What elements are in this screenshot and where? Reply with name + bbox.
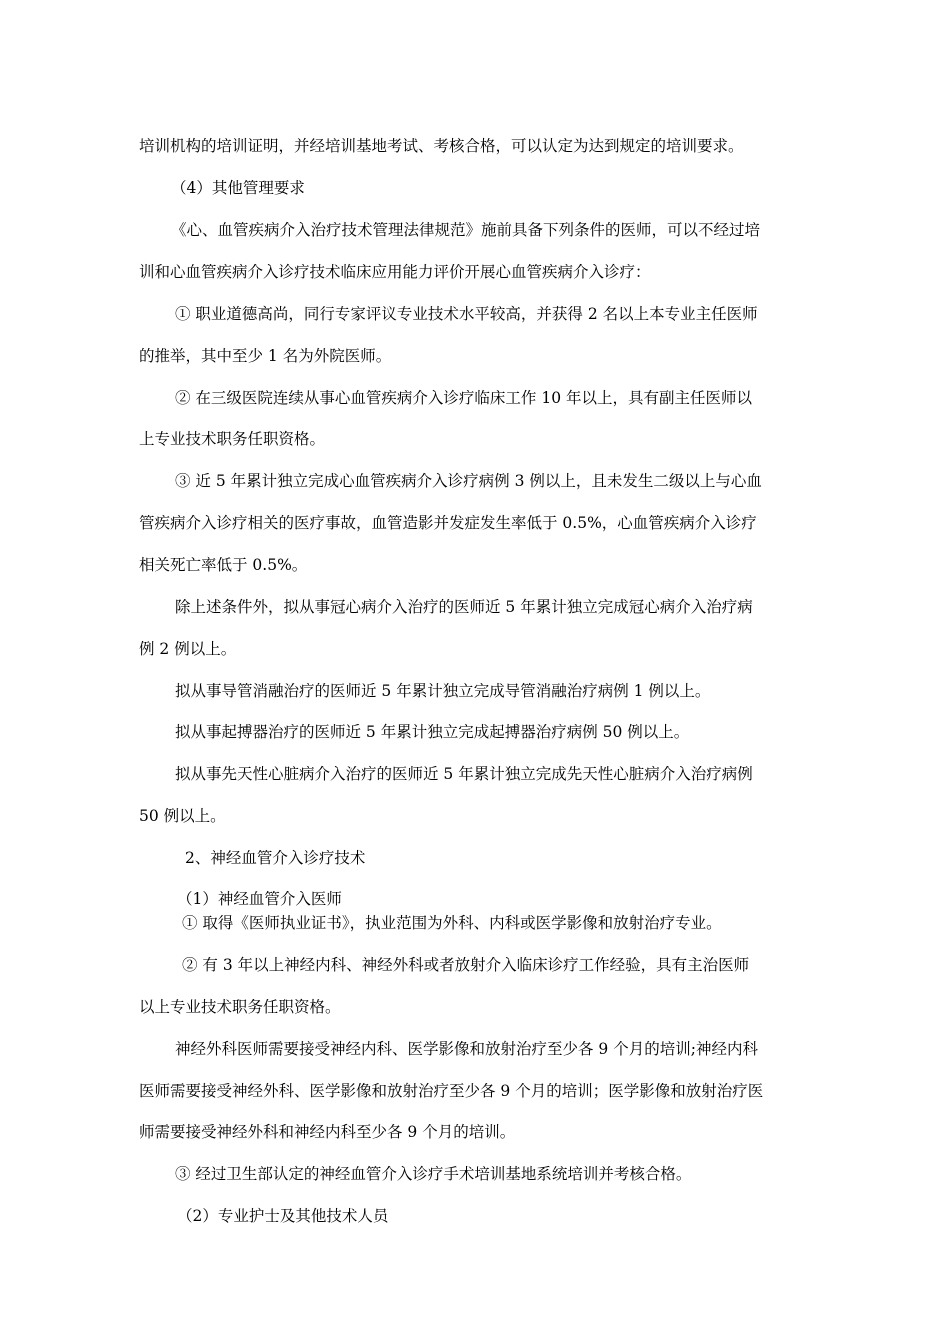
list-item: ② 有 3 年以上神经内科、神经外科或者放射介入临床诊疗工作经验，具有主治医师	[182, 956, 750, 974]
list-item: ① 取得《医师执业证书》，执业范围为外科、内科或医学影像和放射治疗专业。	[182, 914, 722, 932]
text-line: 拟从事导管消融治疗的医师近 5 年累计独立完成导管消融治疗病例 1 例以上。	[175, 682, 711, 700]
list-item: ③ 经过卫生部认定的神经血管介入诊疗手术培训基地系统培训并考核合格。	[175, 1165, 692, 1183]
text-line: 50 例以上。	[139, 807, 226, 825]
text-line: 相关死亡率低于 0.5%。	[139, 556, 308, 574]
text-line: 例 2 例以上。	[139, 640, 237, 658]
list-item: ① 职业道德高尚，同行专家评议专业技术水平较高，并获得 2 名以上本专业主任医师	[175, 305, 758, 323]
text-line: 师需要接受神经外科和神经内科至少各 9 个月的培训。	[139, 1123, 516, 1141]
text-line: 上专业技术职务任职资格。	[139, 430, 326, 448]
text-line: 训和心血管疾病介入诊疗技术临床应用能力评价开展心血管疾病介入诊疗：	[139, 263, 651, 281]
text-line: 以上专业技术职务任职资格。	[139, 998, 341, 1016]
section-heading: （2）专业护士及其他技术人员	[177, 1207, 389, 1225]
text-line: 的推举，其中至少 1 名为外院医师。	[139, 347, 392, 365]
text-line: 除上述条件外，拟从事冠心病介入治疗的医师近 5 年累计独立完成冠心病介入治疗病	[175, 598, 753, 616]
section-heading: （1）神经血管介入医师	[177, 890, 342, 908]
text-line: 神经外科医师需要接受神经内科、医学影像和放射治疗至少各 9 个月的培训;神经内科	[175, 1040, 758, 1058]
list-item: ③ 近 5 年累计独立完成心血管疾病介入诊疗病例 3 例以上，且未发生二级以上与心血	[175, 472, 762, 490]
section-heading: 2、神经血管介入诊疗技术	[185, 849, 366, 867]
text-line: 培训机构的培训证明，并经培训基地考试、考核合格，可以认定为达到规定的培训要求。	[139, 137, 744, 155]
section-heading: （4）其他管理要求	[171, 179, 305, 197]
text-line: 《心、血管疾病介入治疗技术管理法律规范》施前具备下列条件的医师，可以不经过培	[171, 221, 761, 239]
list-item: ② 在三级医院连续从事心血管疾病介入诊疗临床工作 10 年以上，具有副主任医师以	[175, 389, 753, 407]
text-line: 拟从事起搏器治疗的医师近 5 年累计独立完成起搏器治疗病例 50 例以上。	[175, 723, 690, 741]
text-line: 拟从事先天性心脏病介入治疗的医师近 5 年累计独立完成先天性心脏病介入治疗病例	[175, 765, 753, 783]
text-line: 医师需要接受神经外科、医学影像和放射治疗至少各 9 个月的培训；医学影像和放射治疗医	[139, 1082, 764, 1100]
text-line: 管疾病介入诊疗相关的医疗事故，血管造影并发症发生率低于 0.5%，心血管疾病介入诊疗	[139, 514, 757, 532]
